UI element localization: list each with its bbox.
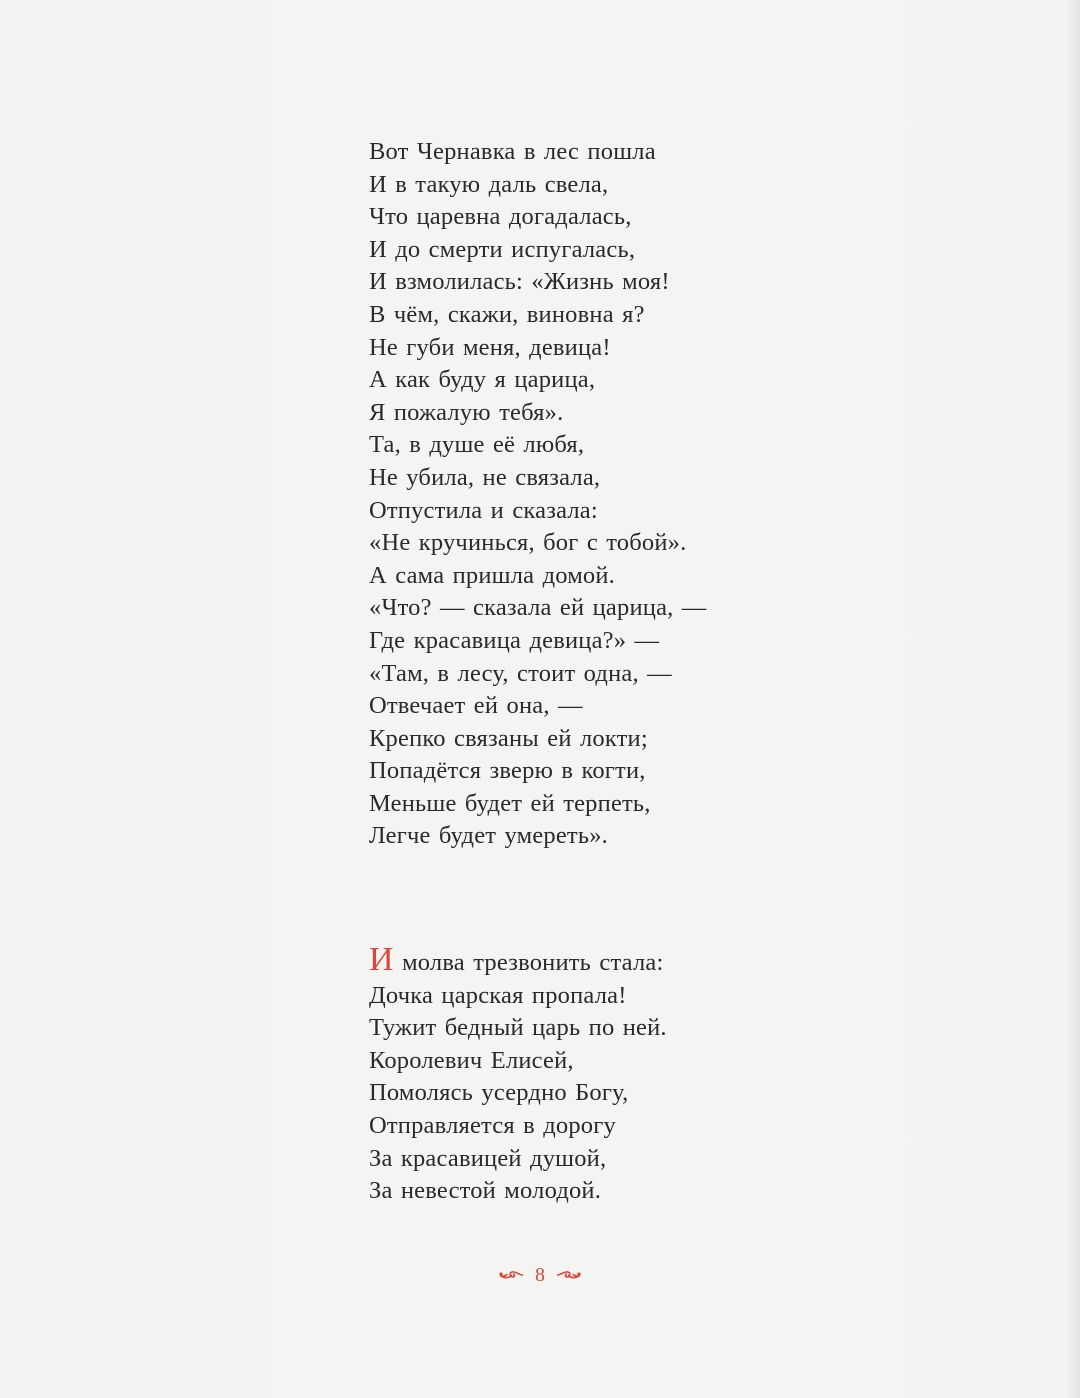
poem-line: Та, в душе её любя, xyxy=(369,431,585,459)
poem-line: Не убила, не связала, xyxy=(369,463,601,491)
poem-stanza-1 xyxy=(369,136,929,853)
poem-line: Вот Чернавка в лес пошла xyxy=(369,138,656,165)
poem-line: Меньше будет ей терпеть, xyxy=(369,789,651,817)
poem-line: Где красавица девица?» — xyxy=(369,626,660,654)
page-edge-shadow xyxy=(1066,0,1080,1398)
poem-line: «Там, в лесу, стоит одна, — xyxy=(369,659,672,687)
page-folio xyxy=(0,1262,1080,1287)
poem-line: Тужит бедный царь по ней. xyxy=(369,1014,667,1042)
poem-line: Попадётся зверю в когти, xyxy=(369,757,646,785)
poem-line: И в такую даль свела, xyxy=(369,170,609,198)
poem-line: «Что? — сказала ей царица, — xyxy=(369,594,707,622)
poem-line: Легче будет умереть». xyxy=(369,822,608,850)
poem-line: А сама пришла домой. xyxy=(369,561,616,589)
stanza-lines xyxy=(369,980,929,1208)
poem-line: И до смерти испугалась, xyxy=(369,235,636,263)
poem-line: «Не кручинься, бог с тобой». xyxy=(369,529,687,557)
poem-line: Отвечает ей она, — xyxy=(369,692,583,720)
poem-line: Что царевна догадалась, xyxy=(369,203,632,231)
poem-line: Королевич Елисей, xyxy=(369,1046,574,1074)
poem-line: За невестой молодой. xyxy=(369,1177,602,1205)
stanza-lines xyxy=(369,136,929,853)
poem-line: Отправляется в дорогу xyxy=(369,1111,616,1139)
poem-line: Помолясь усердно Богу, xyxy=(369,1079,629,1107)
poem-line: Крепко связаны ей локти; xyxy=(369,724,648,752)
poem-line: В чём, скажи, виновна я? xyxy=(369,300,645,328)
poem-line: А как буду я царица, xyxy=(369,366,596,394)
poem-line: Отпустила и сказала: xyxy=(369,496,598,524)
poem-line: Я пожалую тебя». xyxy=(369,398,564,426)
page-number: 8 xyxy=(535,1264,545,1287)
poem-line: За красавицей душой, xyxy=(369,1144,607,1172)
flourish-ornament-icon xyxy=(498,1269,524,1281)
poem-line: И взмолилась: «Жизнь моя! xyxy=(369,268,670,296)
first-line-text: молва трезвонить стала: xyxy=(393,949,664,976)
poem-stanza-2 xyxy=(369,941,929,1208)
stanza-first-line xyxy=(369,941,929,980)
flourish-ornament-icon xyxy=(556,1269,582,1281)
drop-cap: И xyxy=(369,941,394,978)
poem-line: Не губи меня, девица! xyxy=(369,333,611,361)
poem-line: Дочка царская пропала! xyxy=(369,981,627,1009)
